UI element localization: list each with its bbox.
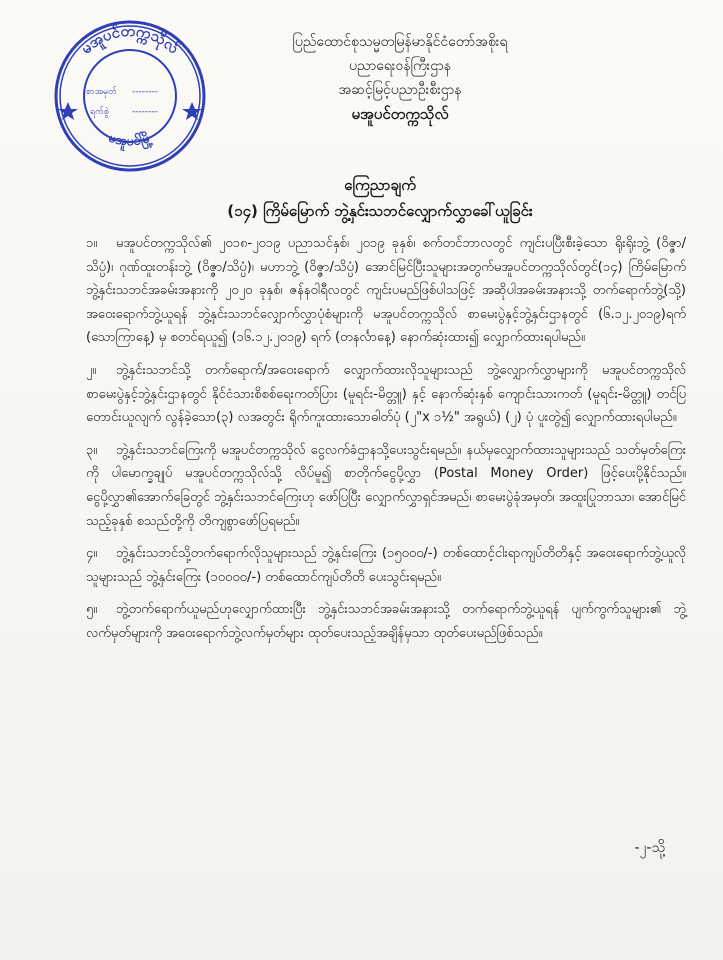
letterhead — [230, 30, 570, 126]
ministry-name: ပညာရေးဝန်ကြီးဌာန — [349, 58, 451, 74]
paragraph-text: ဘွဲ့တက်ရောက်ယူမည်ဟုလျှောက်ထားပြီး ဘွဲ့နှင်းသဘင်အခမ်းအနားသို့ တက်ရောက်ဘွဲ့ယူရန် ပျက်ကွက်သူများ၏ ဘွဲ့လက်မှတ်များကို အဝေးရောက်ဘွဲ့လက်မှတ်များ ထုတ်ပေးသည့်အချိန်မှသာ ထုတ်ပေးမည်ဖြစ်သည်။ — [86, 602, 686, 641]
paragraph-text: မအူပင်တက္ကသိုလ်၏ ၂၀၁၈-၂၀၁၉ ပညာသင်နှစ်၊ ၂၀၁၉ ခုနှစ်၊ စက်တင်ဘာလတွင် ကျင်းပပြီးစီးခဲ့သော ရိုးရိုးဘွဲ့ (ဝိဇ္ဇာ/သိပ္ပံ)၊ ဂုဏ်ထူးတန်းဘွဲ့ (ဝိဇ္ဇာ/သိပ္ပံ)၊ မဟာဘွဲ့ (ဝိဇ္ဇာ/သိပ္ပံ) အောင်မြင်ပြီးသူများအတွက်မအူပင်တက္ကသိုလ်တွင်(၁၄) ကြိမ်မြောက်ဘွဲ့နှင်းသဘင်အခမ်းအနားကို ၂၀၂၀ ခုနှစ်၊ ဇန်နဝါရီလတွင် ကျင်းပမည်ဖြစ်ပါသဖြင့် အဆိုပါအခမ်းအနားသို့ တက်ရောက်ဘွဲ့(သို့) အဝေးရောက်ဘွဲ့ယူရန် ဘွဲ့နှင်းသဘင်လျှောက်လွှာပုံစံများကို မအူပင်တက္ကသိုလ် စာမေးပွဲနှင့်ဘွဲ့နှင်းဌာနတွင် (၆.၁၂.၂၀၁၉)ရက် (သောကြာနေ့) မှ စတင်ရယူ၍ (၁၆.၁၂.၂၀၁၉) ရက် (တနင်္လာနေ့) နောက်ဆုံးထား၍ လျှောက်ထားရပါမည်။ — [86, 236, 686, 346]
paragraph-number: ၂။ — [86, 362, 97, 378]
paragraph-text: ဘွဲ့နှင်းသဘင်သို့တက်ရောက်လိုသူများသည် ဘွဲ့နှင်းကြေး (၁၅၀၀၀/-) တစ်ထောင့်ငါးရာကျပ်တိတိနှင့် အဝေးရောက်ဘွဲ့ယူလိုသူများသည် ဘွဲ့နှင်းကြေး (၁၀၀၀၀/-) တစ်ထောင်ကျပ်တိတိ ပေးသွင်းရမည်။ — [86, 546, 686, 585]
paragraph-3 — [86, 439, 686, 533]
paragraph-1 — [86, 232, 686, 350]
university-name: မအူပင်တက္ကသိုလ် — [351, 105, 449, 123]
paragraph-5 — [86, 598, 686, 645]
seal-number-dashes: -------- — [132, 87, 158, 97]
seal-number-label: စာအမှတ် — [86, 87, 117, 97]
paragraph-4 — [86, 542, 686, 589]
paragraph-text: ဘွဲ့နှင်းသဘင်ကြေးကို မအူပင်တက္ကသိုလ် ငွေလက်ခံဌာနသို့ပေးသွင်းရမည်။ နယ်မှလျှောက်ထားသူများသည် သတ်မှတ်ကြေးကို ပါမောက္ခချုပ် မအူပင်တက္ကသိုလ်သို့ လိပ်မူ၍ စာတိုက်ငွေပို့လွှာ (Postal Money Order) ဖြင့်ပေးပို့နိုင်သည်။ ငွေပို့လွှာ၏အောက်ခြေတွင် ဘွဲ့နှင်းသဘင်ကြေးဟု ဖော်ပြပြီး လျှောက်လွှာရှင်အမည်၊ စာမေးပွဲခုံအမှတ်၊ အထူးပြုဘာသာ၊ အောင်မြင်သည့်ခုနှစ် စသည်တို့ကို တိကျစွာဖော်ပြရမည်။ — [86, 442, 686, 529]
announcement-title — [120, 172, 640, 224]
seal-date-label: ရက်စွဲ — [90, 107, 110, 117]
svg-text:မအူပင်တက္ကသိုလ် — [77, 22, 184, 58]
seal-date-dashes: -------- — [132, 107, 158, 117]
announcement-subject: (၁၄) ကြိမ်မြောက် ဘွဲ့နှင်းသဘင်လျှောက်လွှာခေါ်ယူခြင်း — [227, 202, 533, 220]
star-icon — [58, 102, 202, 120]
university-seal — [52, 18, 208, 174]
government-name: ပြည်ထောင်စုသမ္မတမြန်မာနိုင်ငံတော်အစိုးရ — [292, 34, 508, 50]
seal-top-text: မအူပင်တက္ကသိုလ် — [76, 21, 183, 58]
seal-bottom-text: မအူပင်မြို့ — [106, 130, 154, 150]
paragraph-number: ၃။ — [86, 442, 98, 458]
paragraph-number: ၁။ — [86, 236, 98, 251]
paragraph-text: ဘွဲ့နှင်းသဘင်သို့ တက်ရောက်/အဝေးရောက် လျှောက်ထားလိုသူများသည် ဘွဲ့လျှောက်လွှာများကို မအူပင်တက္ကသိုလ် စာမေးပွဲနှင့်ဘွဲ့နှင်းဌာနတွင် နိုင်ငံသားစိစစ်ရေးကတ်ပြား (မူရင်း-မိတ္တူ) နှင့် နောက်ဆုံးနှစ် ကျောင်းသားကတ် (မူရင်း-မိတ္တူ) တင်ပြတောင်းယူလျက် လွန်ခဲ့သော(၃) လအတွင်း ရိုက်ကူးထားသောဓါတ်ပုံ (၂"x ၁½" အရွယ်) (၂) ပုံ ပူးတွဲ၍ လျှောက်ထားရပါမည်။ — [86, 362, 686, 426]
announcement-body — [86, 232, 686, 655]
paragraph-2 — [86, 359, 686, 430]
page-continuation-marker: -၂-သို့ — [634, 840, 665, 856]
paragraph-number: ၄။ — [86, 546, 98, 562]
department-name: အဆင့်မြင့်ပညာဦးစီးဌာန — [338, 82, 462, 98]
announcement-heading: ကြေညာချက် — [344, 176, 416, 194]
paragraph-number: ၅။ — [86, 602, 98, 618]
svg-text:မအူပင်မြို့ — [106, 127, 154, 152]
